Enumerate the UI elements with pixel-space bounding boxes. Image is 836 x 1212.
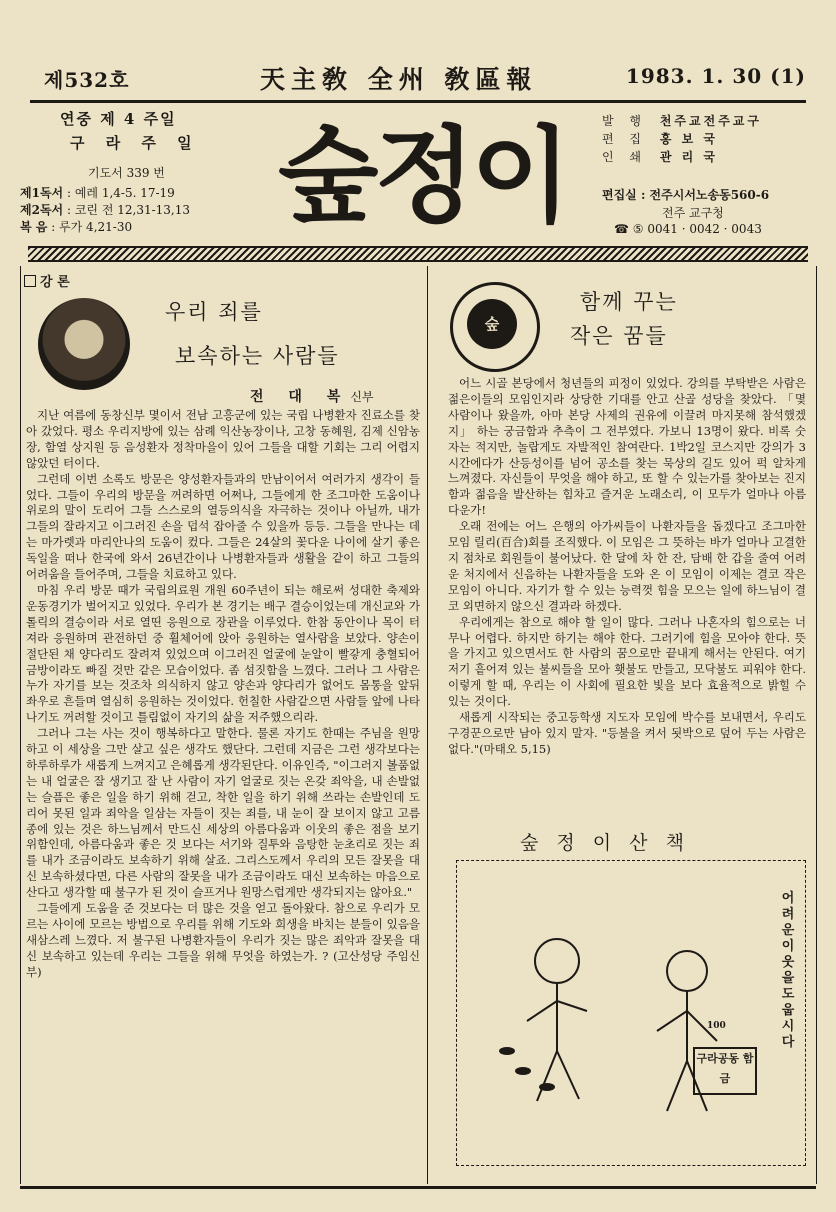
author-byline [250, 386, 374, 406]
editorial-paragraph: 마침 우리 방문 때가 국립의료원 개원 60주년이 되는 해로써 성대한 축제와 운동경기가 벌어지고 있었다. 우리가 본 경기는 배구 결승이었는데 개신교와 가톨릭의 결승이라 서로 열띤 응원으로 장관을 이루었다. 한참 동안이나 목이 터져라 응원하며 관전하던 중 휠체어에 앉아 응원하는 열사람을 보았다. 양손이 절단된 채 양다리도 잘려져 있었으며 이그러진 얼굴에 눈알이 빨갛게 충혈되어 금방이라도 빠질 것만 같은 모습이었다. 좀 섬짓함을 느꼈다. 그러나 그 사람은 누가 자기를 보는 것조차 의식하지 않고 양손과 양다리가 없어도 몸통을 앞뒤 좌우로 흔들며 열심히 응원하는 것이었다. 헌칠한 사람같으면 사람들 앞에 나타나기도 꺼려할 것이고 틀림없이 자기의 삶을 저주했으리라. [26, 582, 420, 725]
newspaper-title: 숲정이 [278, 115, 568, 237]
editorial-body [26, 408, 420, 981]
walk-section-title: 숲 정 이 산 책 [520, 832, 690, 854]
charity-can-label: 구라공동 함 금 [693, 1047, 757, 1095]
editorial-paragraph: 지난 여름에 동창신부 몇이서 전남 고흥군에 있는 국립 나병환자 진료소를 찾아 갔었다. 평소 우리지방에 있는 삼례 익산농장이나, 고창 동혜원, 김제 신암농장, 함열 상지원 등 음성환자 정착마을이 있어 그들을 대할 기회는 그리 어렵지 않았던 터이다. [26, 408, 420, 470]
header-rule [28, 246, 808, 262]
office-address: 편집실 : 전주시서노송동560-6 [602, 188, 770, 202]
editorial-title-line-1: 우리 죄를 [165, 300, 263, 324]
editor-key: 편 집 [602, 132, 647, 146]
printer-key: 인 쇄 [602, 150, 647, 164]
gospel-reading [20, 218, 132, 235]
editor-value: 홍 보 국 [659, 132, 718, 146]
issue-number: 제532호 [44, 68, 130, 92]
column-title-line-1: 함께 꾸는 [580, 290, 678, 314]
phone-numbers: ☎ ⑤ 0041 · 0042 · 0043 [614, 222, 762, 236]
column-paragraph: 우리에게는 참으로 해야 할 일이 많다. 그러나 나혼자의 힘으로는 너무나 어렵다. 하지만 하기는 해야 한다. 그러기에 힘을 모아야 한다. 뜻을 가지고 있으면서도 한 사람의 꿈으로만 끝내게 해서는 안된다. 여기저기 흩어져 있는 불씨들을 모아 횃불도 만들고, 모닥불도 피워야 한다. 이렇게 할 때, 우리는 이 사회에 필요한 빛을 보다 효율적으로 밝힐 수 있는 것이다. [448, 614, 806, 709]
cartoon-box [456, 860, 806, 1166]
section-label-text: 강 론 [40, 275, 70, 290]
column-logo [450, 282, 540, 372]
liturgy-box [18, 104, 243, 242]
gospel-ref: : 루가 4,21-30 [51, 220, 133, 234]
reading-1 [20, 184, 175, 201]
bottom-rule [20, 1186, 816, 1189]
liturgical-week: 연중 제 4 주일 [60, 110, 177, 128]
cartoon-caption: 어려운 이웃을 도웁시다 [781, 891, 795, 1050]
issue-date: 1983. 1. 30 (1) [625, 64, 806, 88]
author-name: 전 대 복 [250, 389, 351, 405]
editorial-paragraph: 그러나 그는 사는 것이 행복하다고 말한다. 물론 자기도 한때는 주님을 원망하고 이 세상을 그만 살고 싶은 생각도 했단다. 그런데 지금은 그런 생각보다는 하루하루가 새롭게 느껴지고 은혜롭게 생각된단다. 이유인즉, "이그러지 볼품없는 내 얼굴은 잘 생기고 잘 난 사람이 자기 얼굴로 짓는 온갖 죄악을, 내 손발없는 슬픔은 좋은 일을 하기 위해 걷고, 착한 일을 하기 위해 쓰라는 손발인데 도리어 못된 일과 죄악을 일삼는 자들이 짓는 죄를, 내 눈이 잘 보이지 않고 고름종에 있는 것은 하느님께서 만드신 세상의 아름다움과 이웃의 좋은 점을 보기 위함인데, 아름다움과 좋은 것 보다는 서기와 질투와 음탕한 눈초리로 짓는 죄를 내가 조금이라도 보속하기 위해 살죠. 그리스도께서 우리의 모든 잘못을 대신 보속하셨다면, 다른 사람의 잘못을 내가 조금이라도 대신 보속하는 마음으로 산다고 생각할 때 불구가 된 것이 슬프거나 원망스럽게만 생각되지는 않아요." [26, 726, 420, 900]
issuer-key: 발 행 [602, 114, 647, 128]
office-address-2: 전주 교구청 [662, 206, 724, 220]
title-box [258, 114, 582, 238]
issuer-value: 천주교전주교구 [659, 114, 762, 128]
editorial-title-line-2: 보속하는 사람들 [175, 344, 340, 368]
gospel-label: 복 음 [20, 220, 48, 234]
author-portrait [38, 298, 130, 390]
issuer-row [602, 112, 762, 129]
author-role: 신부 [350, 390, 374, 404]
editorial-paragraph: 그런데 이번 소록도 방문은 양성환자들과의 만남이어서 여러가지 생각이 들었다. 그들이 우리의 방문을 꺼려하면 어쩌나, 그들에게 한 조그마한 도움이나 위로의 말이 도리어 그들 스스로의 열등의식을 자극하는 것이나 아닐까, 내가 그들의 잘라지고 이그러진 손을 덥석 잡아줄 수 있을까 등등. 그들을 만나는 데는 마가렛과 마리안나의 도움이 컸다. 그들은 24살의 꽃다운 나이에 살기 좋은 독일을 떠나 한국에 와서 26년간이나 나병환자들과 생활을 같이 하고 그들의 어려움을 들어주며, 그들을 치료하고 있다. [26, 471, 420, 582]
column-title-line-2: 작은 꿈들 [570, 324, 668, 348]
reading-2 [20, 201, 190, 218]
reading-1-label: 제1독서 [20, 186, 64, 200]
column-paragraph: 오래 전에는 어느 은행의 아가씨들이 나환자들을 돕겠다고 조그마한 모임 릴리(百合)회를 조직했다. 이 모임은 그 뜻하는 바가 얼마나 고결한지 점차로 회원들이 불어났다. 한 달에 차 한 잔, 담배 한 갑을 줄여 어려운 처지에서 신음하는 나환자들을 도와 온 이 모임이 이제는 결코 작은 모임이 아니다. 자기가 할 수 있는 능력껏 힘을 모으는 일에 하느님이 결코 외면하지 않으신 결과라 하겠다. [448, 519, 806, 613]
publisher-info [602, 110, 822, 240]
column-paragraph: 어느 시골 본당에서 청년들의 피정이 있었다. 강의를 부탁받은 사람은 젊은이들의 모임인지라 상당한 기대를 안고 산골 성당을 찾았다. 「몇 사람이나 왔을까, 아마 본당 사제의 권유에 이끌려 마지못해 참석했겠지」 하는 궁금함과 추측이 그 전부였다. 가보니 13명이 왔다. 비록 숫자는 적지만, 놀랍게도 자발적인 참여란다. 1박2일 코스지만 강의가 3시간에다가 산등성이를 넘어 공소를 찾는 묵상의 길도 있어 퍽 알차게 느껴졌다. 자신들이 무엇을 해야 하고, 또 할 수 있는가를 찾아보는 진지함과 젊음을 발산하는 힘차고 즐거운 노래소리, 이 모두가 얼마나 아름다운가! [448, 376, 806, 518]
editorial-paragraph: 그들에게 도움을 준 것보다는 더 많은 것을 얻고 돌아왔다. 참으로 우리가 모르는 사이에 모르는 방법으로 우리를 위해 기도와 희생을 바치는 분들이 있음을 새삼스레 느꼈다. 저 불구된 나병환자들이 우리가 짓는 많은 죄악과 잘못을 대신 보속하고 있는데 우리는 그들을 위해 무엇을 하였는가. ? (고산성당 주임신부) [26, 901, 420, 979]
reading-2-ref: : 코린 전 12,31-13,13 [66, 203, 190, 217]
reading-1-ref: : 예레 1,4-5. 17-19 [66, 186, 175, 200]
sunday-name: 구 라 주 일 [70, 134, 200, 152]
prayer-book-number: 기도서 339 번 [88, 166, 165, 180]
printer-row [602, 148, 718, 165]
masthead-bar [30, 60, 806, 103]
column-body [448, 376, 806, 758]
editor-row [602, 130, 718, 147]
checkbox-square-icon [24, 275, 36, 287]
paper-name: 天主敎 全州 敎區報 [260, 65, 538, 94]
reading-2-label: 제2독서 [20, 203, 64, 217]
coin-label: 100 [707, 1021, 726, 1031]
section-label [24, 271, 70, 290]
forest-logo-icon: 숲 [467, 299, 517, 349]
column-paragraph: 새롭게 시작되는 중고등학생 지도자 모임에 박수를 보내면서, 우리도 구경꾼으로만 남아 있지 말자. "등불을 켜서 됫박으로 덮어 두는 사람은 없다."(마태오 5,15) [448, 710, 806, 756]
printer-value: 관 리 국 [659, 150, 718, 164]
